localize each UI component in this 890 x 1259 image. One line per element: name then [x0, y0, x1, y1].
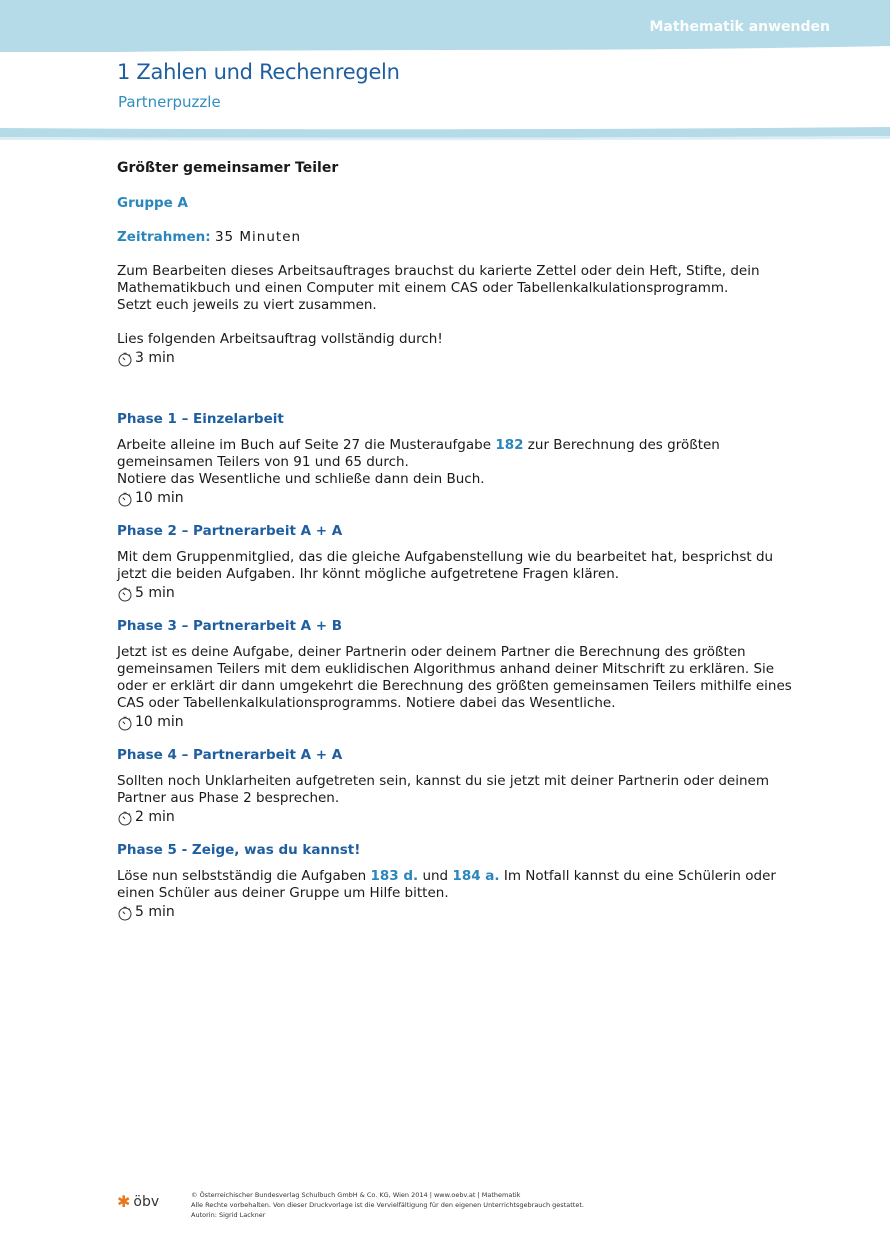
phase-5 [117, 842, 797, 921]
phase-timer [117, 904, 797, 921]
stopwatch-icon [117, 491, 133, 507]
phase-2 [117, 523, 797, 602]
legal-line: Alle Rechte vorbehalten. Von dieser Druckvorlage ist die Vervielfältigung für den eigenen Unterrichtsgebrauch gestattet. [191, 1201, 584, 1209]
phase-timer [117, 585, 797, 602]
phase-timer [117, 714, 797, 731]
group-label: Gruppe A [117, 195, 188, 211]
timer-value: 3 min [135, 350, 175, 366]
legal-line: Autorin: Sigrid Lackner [191, 1211, 266, 1219]
chapter-title: 1 Zahlen und Rechenregeln [117, 60, 400, 84]
timeframe-value: 35 Minuten [214, 229, 302, 245]
worksheet-content [117, 160, 797, 937]
timer-value: 5 min [135, 904, 175, 920]
read-timer [117, 350, 797, 367]
phase-text: Sollten noch Unklarheiten aufgetreten sein, kannst du sie jetzt mit deiner Partnerin oder deinem Partner aus Phase 2 besprechen. [117, 773, 769, 806]
chapter-subtitle: Partnerpuzzle [118, 93, 221, 111]
stopwatch-icon [117, 351, 133, 367]
footer [117, 1186, 817, 1226]
task-reference: 183 d. [370, 868, 419, 884]
series-title: Mathematik anwenden [649, 19, 830, 35]
timeframe-label: Zeitrahmen: [117, 229, 211, 245]
stopwatch-icon [117, 905, 133, 921]
phase-text: Jetzt ist es deine Aufgabe, deiner Partnerin oder deinem Partner die Berechnung des größten gemeinsamen Teilers mit dem euklidischen Algorithmus anhand deiner Mitschrift zu erklären. Sie oder er erklärt dir dann umgekehrt die Berechnung des größten gemeinsamen Teilers mithilfe eines CAS oder Tabellenkalkulationsprogramms. Notiere dabei das Wesentliche. [117, 644, 792, 711]
phase-title: Phase 2 – Partnerarbeit A + A [117, 523, 343, 539]
task-reference: 182 [495, 437, 524, 453]
phase-title: Phase 4 – Partnerarbeit A + A [117, 747, 343, 763]
phase-title: Phase 3 – Partnerarbeit A + B [117, 618, 343, 634]
intro-line: Setzt euch jeweils zu viert zusammen. [117, 297, 377, 313]
timeframe [117, 229, 797, 246]
task-reference: 184 a. [452, 868, 500, 884]
phase-text-line: Notiere das Wesentliche und schließe dann dein Buch. [117, 471, 485, 487]
phase-4 [117, 747, 797, 826]
phase-title: Phase 5 - Zeige, was du kannst! [117, 842, 361, 858]
timer-value: 2 min [135, 809, 175, 825]
timer-value: 10 min [135, 490, 184, 506]
phase-timer [117, 490, 797, 507]
intro-line: Mathematikbuch und einen Computer mit einem CAS oder Tabellenkalkulationsprogramm. [117, 280, 729, 296]
logo-text: öbv [133, 1193, 160, 1210]
timer-value: 10 min [135, 714, 184, 730]
phase-1 [117, 411, 797, 507]
phase-3 [117, 618, 797, 731]
stopwatch-icon [117, 810, 133, 826]
intro-line: Zum Bearbeiten dieses Arbeitsauftrages brauchst du karierte Zettel oder dein Heft, Stifte, dein [117, 263, 760, 279]
task-heading: Größter gemeinsamer Teiler [117, 160, 339, 176]
stopwatch-icon [117, 715, 133, 731]
publisher-logo [117, 1192, 159, 1211]
timer-value: 5 min [135, 585, 175, 601]
legal-notice [191, 1190, 584, 1220]
phase-timer [117, 809, 797, 826]
phase-title: Phase 1 – Einzelarbeit [117, 411, 284, 427]
header-divider [0, 126, 890, 140]
stopwatch-icon [117, 586, 133, 602]
read-instruction: Lies folgenden Arbeitsauftrag vollständig durch! [117, 331, 443, 347]
intro-text [117, 263, 797, 314]
phase-text: Löse nun selbstständig die Aufgaben 183 d. und 184 a. Im Notfall kannst du eine Schülerin oder einen Schüler aus deiner Gruppe um Hilfe bitten. [117, 868, 776, 901]
logo-star-icon: ✱ [117, 1192, 131, 1211]
phase-text: Arbeite alleine im Buch auf Seite 27 die Musteraufgabe 182 zur Berechnung des größten gemeinsamen Teilers von 91 und 65 durch. [117, 437, 720, 470]
legal-line: © Österreichischer Bundesverlag Schulbuch GmbH & Co. KG, Wien 2014 | www.oebv.at | Mathematik [191, 1191, 521, 1199]
read-block [117, 331, 797, 367]
phase-text: Mit dem Gruppenmitglied, das die gleiche Aufgabenstellung wie du bearbeitet hat, besprichst du jetzt die beiden Aufgaben. Ihr könnt mögliche aufgetretene Fragen klären. [117, 549, 774, 582]
